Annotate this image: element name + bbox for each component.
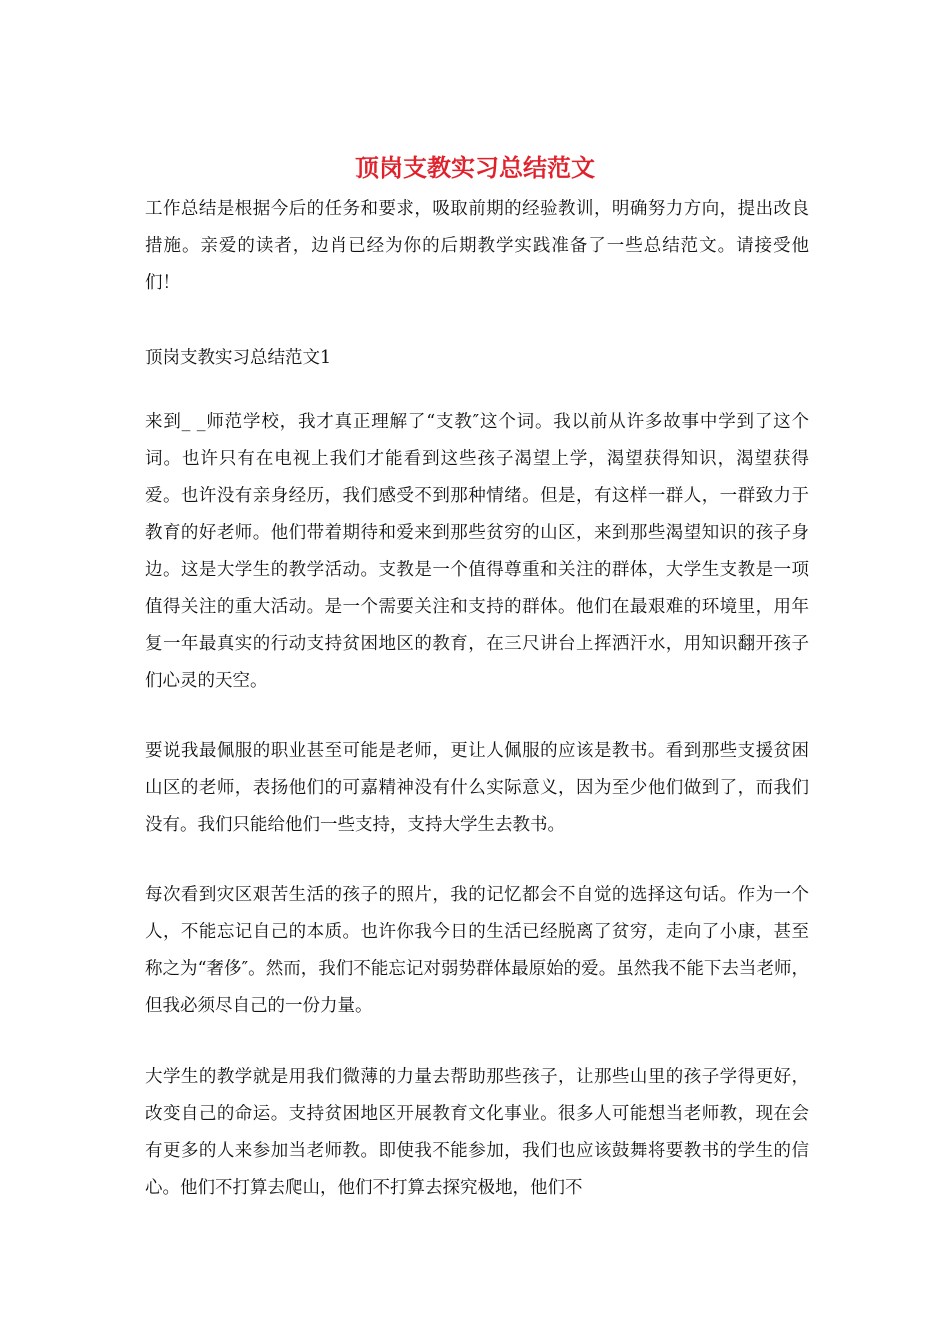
section-heading: 顶岗支教实习总结范文1 [145, 348, 332, 368]
intro-paragraph: 工作总结是根据今后的任务和要求，吸取前期的经验教训，明确努力方向，提出改良措施。亲爱的读者，边肖已经为你的后期教学实践准备了一些总结范文。请接受他们！ [145, 199, 809, 293]
document-title: 顶岗支教实习总结范文 [355, 153, 595, 182]
body-paragraph: 要说我最佩服的职业甚至可能是老师，更让人佩服的应该是教书。看到那些支援贫困山区的老师，表扬他们的可嘉精神没有什么实际意义，因为至少他们做到了，而我们没有。我们只能给他们一些支持，支持大学生去教书。 [145, 741, 809, 835]
body-paragraph: 每次看到灾区艰苦生活的孩子的照片，我的记忆都会不自觉的选择这句话。作为一个人，不能忘记自己的本质。也许你我今日的生活已经脱离了贫穷，走向了小康，甚至称之为“奢侈″。然而，我们不能忘记对弱势群体最原始的爱。虽然我不能下去当老师，但我必须尽自己的一份力量。 [145, 885, 809, 1016]
body-paragraph: 来到_ _师范学校，我才真正理解了“支教″这个词。我以前从许多故事中学到了这个词。也许只有在电视上我们才能看到这些孩子渴望上学，渴望获得知识，渴望获得爱。也许没有亲身经历，我们感受不到那种情绪。但是，有这样一群人，一群致力于教育的好老师。他们带着期待和爱来到那些贫穷的山区，来到那些渴望知识的孩子身边。这是大学生的教学活动。支教是一个值得尊重和关注的群体，大学生支教是一项值得关注的重大活动。是一个需要关注和支持的群体。他们在最艰难的环境里，用年复一年最真实的行动支持贫困地区的教育，在三尺讲台上挥洒汗水，用知识翻开孩子们心灵的天空。 [145, 412, 809, 691]
body-paragraph: 大学生的教学就是用我们微薄的力量去帮助那些孩子，让那些山里的孩子学得更好，改变自己的命运。支持贫困地区开展教育文化事业。很多人可能想当老师教，现在会有更多的人来参加当老师教。即使我不能参加，我们也应该鼓舞将要教书的学生的信心。他们不打算去爬山，他们不打算去探究极地，他们不 [145, 1067, 809, 1198]
